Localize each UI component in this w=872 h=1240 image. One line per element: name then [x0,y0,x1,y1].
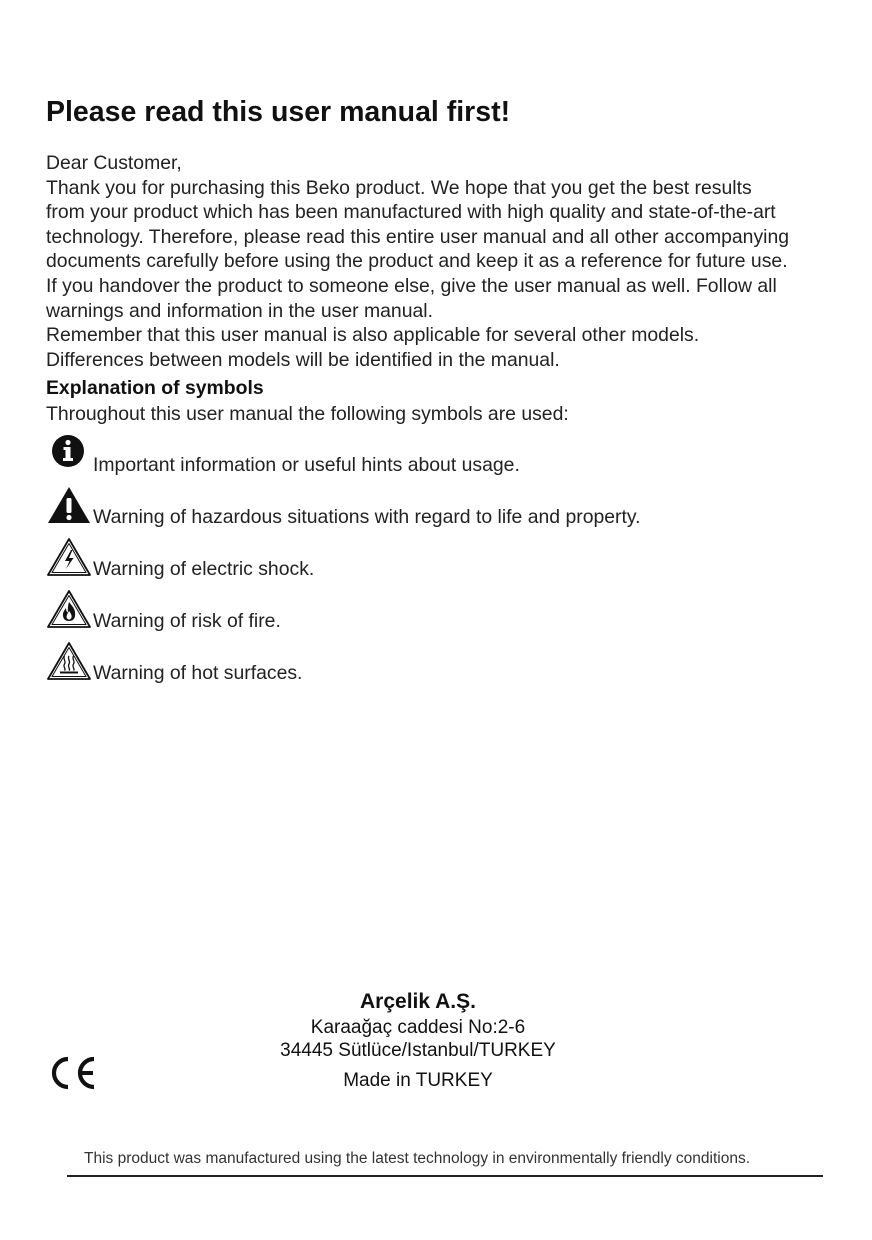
paragraph-line: Thank you for purchasing this Beko product. We hope that you get the best results [46,176,752,199]
address-line: 34445 Sütlüce/Istanbul/TURKEY [280,1040,556,1061]
page-title: Please read this user manual first! [46,96,511,128]
intro-paragraph [46,151,846,372]
address-line: Karaağaç caddesi No:2-6 [310,1017,526,1038]
electric-shock-icon [46,537,92,581]
hazard-warning-icon [46,485,92,529]
symbol-row-electric [46,537,806,581]
symbols-intro: Throughout this user manual the following symbols are used: [46,403,569,425]
made-in-text: Made in TURKEY [343,1070,493,1091]
symbol-label: Warning of hot surfaces. [93,662,303,684]
symbol-label: Warning of electric shock. [93,558,315,580]
fire-risk-icon [46,589,92,633]
company-name: Arçelik A.Ş. [360,990,476,1013]
paragraph-line: If you handover the product to someone else, give the user manual as well. Follow all [46,274,777,297]
symbol-label: Warning of risk of fire. [93,610,281,632]
paragraph-line: Remember that this user manual is also applicable for several other models. [46,324,700,347]
paragraph-line: Differences between models will be identified in the manual. [46,348,560,371]
symbol-row-fire [46,589,806,633]
symbol-label: Warning of hazardous situations with regard to life and property. [93,506,641,528]
environment-note: This product was manufactured using the latest technology in environmentally friendly conditions. [84,1150,751,1167]
paragraph-line: documents carefully before using the product and keep it as a reference for future use. [46,250,788,273]
paragraph-line: from your product which has been manufactured with high quality and state-of-the-art [46,201,776,224]
symbols-heading: Explanation of symbols [46,377,264,399]
ce-mark-icon [46,1055,98,1091]
footer-divider [67,1175,823,1177]
paragraph-line: technology. Therefore, please read this entire user manual and all other accompanying [46,225,790,248]
symbol-label: Important information or useful hints about usage. [93,454,520,476]
info-icon [46,433,92,477]
symbol-row-hazard [46,485,806,529]
greeting: Dear Customer, [46,152,182,174]
paragraph-line: warnings and information in the user manual. [46,299,433,322]
manufacturer-block [0,988,836,1092]
symbol-row-info [46,433,806,477]
hot-surface-icon [46,641,92,685]
symbol-row-hot-surface [46,641,806,685]
